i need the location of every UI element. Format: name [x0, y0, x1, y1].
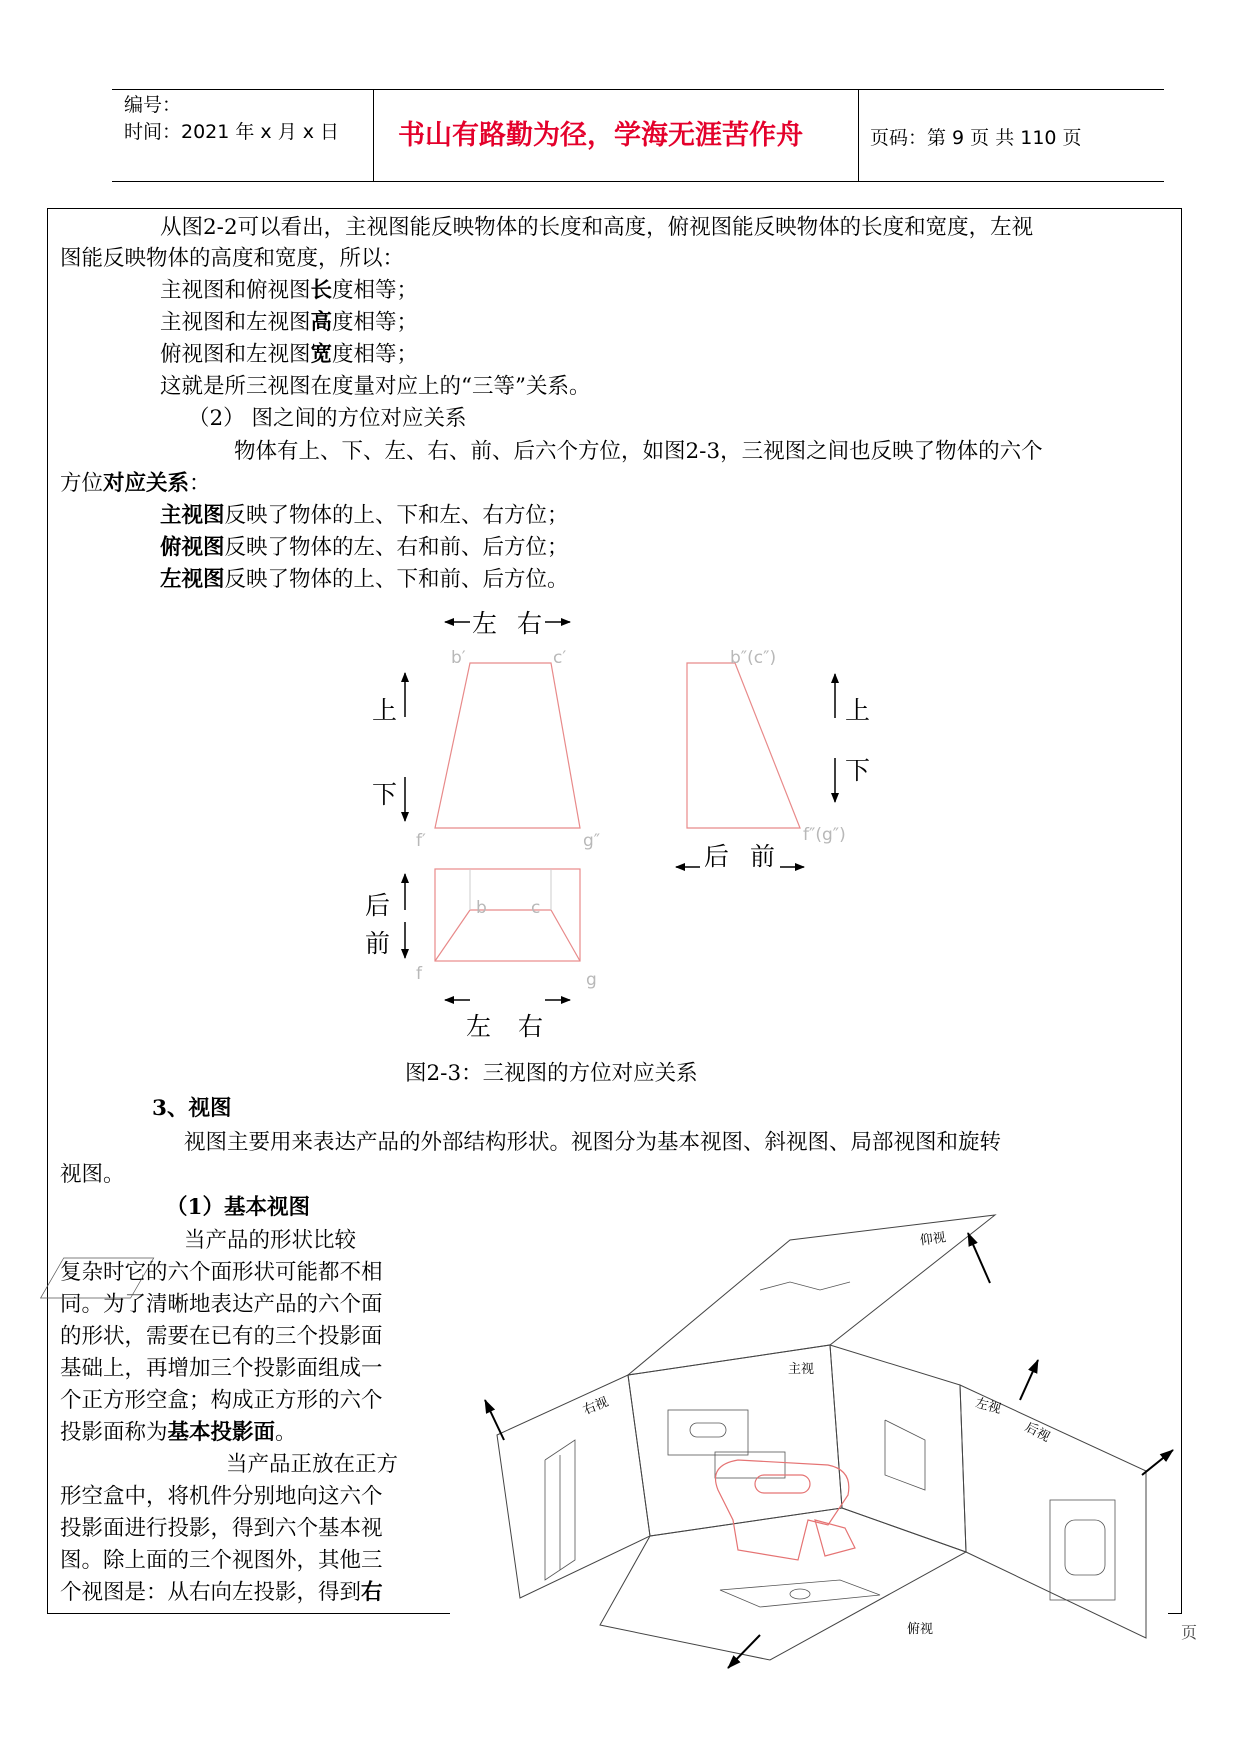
point-label: f″(g″): [803, 825, 846, 845]
point-label: f: [416, 964, 422, 984]
paragraph-line: 同。为了清晰地表达产品的六个面: [60, 1292, 383, 1317]
label-back: 后: [704, 842, 730, 871]
view-direction-line: 左视图反映了物体的上、下和前、后方位。: [160, 567, 569, 592]
header-motto: 书山有路勤为径，学海无涯苦作舟: [398, 120, 803, 151]
paragraph-line: 图能反映物体的高度和宽度，所以：: [60, 246, 405, 271]
red-part-sketch: [716, 1460, 856, 1560]
paragraph-line: 个视图是：从右向左投影，得到右: [60, 1580, 383, 1605]
panel-right-view: [497, 1375, 650, 1598]
paragraph-line: 方位对应关系：: [60, 471, 211, 496]
equal-width-rule: 俯视图和左视图宽度相等；: [160, 342, 419, 367]
projection-arrow: [728, 1635, 760, 1668]
paragraph-line: 形空盒中，将机件分别地向这六个: [60, 1484, 383, 1509]
paragraph-line: 投影面进行投影，得到六个基本视: [60, 1516, 383, 1541]
point-label: b′: [451, 648, 466, 668]
paragraph-line: 图。除上面的三个视图外，其他三: [60, 1548, 383, 1573]
paragraph-line: 从图2-2可以看出，主视图能反映物体的长度和高度，俯视图能反映物体的长度和宽度，左视: [160, 215, 1034, 240]
paragraph-line: 视图。: [60, 1162, 125, 1187]
paragraph-line: 视图主要用来表达产品的外部结构形状。视图分为基本视图、斜视图、局部视图和旋转: [184, 1130, 1002, 1155]
paragraph-line: 物体有上、下、左、右、前、后六个方位，如图2-3，三视图之间也反映了物体的六个: [234, 439, 1043, 464]
paragraph-line: 基础上，再增加三个投影面组成一: [60, 1356, 383, 1381]
paragraph-line: 投影面称为基本投影面。: [60, 1420, 297, 1445]
subsection-heading: （1）基本视图: [166, 1195, 310, 1220]
panel-left-view: [830, 1345, 966, 1552]
point-label: c′: [553, 648, 567, 668]
panel-label: 右视: [580, 1394, 611, 1419]
projection-arrow: [968, 1233, 990, 1283]
label-right: 右: [517, 609, 543, 638]
label-up: 上: [372, 696, 398, 725]
label-front: 前: [365, 929, 391, 958]
page-number-label: 页码：第 9 页 共 110 页: [870, 127, 1082, 149]
equal-length-rule: 主视图和俯视图长度相等；: [160, 278, 419, 303]
label-down: 下: [845, 756, 871, 785]
paragraph-line: 这就是所三视图在度量对应上的“三等”关系。: [160, 374, 591, 399]
section-heading: 3、视图: [152, 1096, 232, 1121]
label-front: 前: [750, 842, 776, 871]
date-label: 时间：2021 年 x 月 x 日: [124, 121, 340, 143]
view-direction-line: 主视图反映了物体的上、下和左、右方位；: [160, 503, 569, 528]
footer-page-label: 页: [1181, 1623, 1198, 1642]
panel-label: 主视: [788, 1362, 815, 1377]
projection-arrow: [1142, 1450, 1173, 1475]
panel-label: 后视: [1022, 1419, 1053, 1446]
label-up: 上: [845, 696, 871, 725]
paragraph-line: 当产品的形状比较: [184, 1228, 357, 1253]
point-label: b″(c″): [730, 648, 777, 668]
paragraph-line: 的形状，需要在已有的三个投影面: [60, 1324, 383, 1349]
number-label: 编号：: [124, 94, 182, 116]
point-label: g″: [583, 831, 601, 851]
label-down: 下: [372, 780, 398, 809]
point-label: c: [531, 898, 541, 918]
equal-height-rule: 主视图和左视图高度相等；: [160, 310, 419, 335]
paragraph-line: 复杂时它的六个面形状可能都不相: [60, 1260, 383, 1285]
panel-label: 俯视: [907, 1622, 934, 1637]
panel-label: 仰视: [919, 1230, 947, 1249]
point-label: g: [586, 970, 597, 990]
label-back: 后: [365, 891, 391, 920]
label-right: 右: [518, 1012, 544, 1041]
paragraph-line: 个正方形空盒；构成正方形的六个: [60, 1388, 383, 1413]
projection-arrow: [485, 1400, 504, 1440]
subsection-heading: （2） 图之间的方位对应关系: [188, 406, 467, 431]
point-label: f′: [416, 831, 426, 851]
panel-label: 左视: [973, 1395, 1003, 1418]
label-left: 左: [472, 609, 498, 638]
label-left: 左: [466, 1012, 492, 1041]
paragraph-line: 当产品正放在正方: [226, 1452, 399, 1477]
figure-caption: 图2-3：三视图的方位对应关系: [405, 1061, 698, 1086]
point-label: b: [476, 898, 487, 918]
projection-arrow: [1020, 1360, 1038, 1400]
view-direction-line: 俯视图反映了物体的左、右和前、后方位；: [160, 535, 569, 560]
